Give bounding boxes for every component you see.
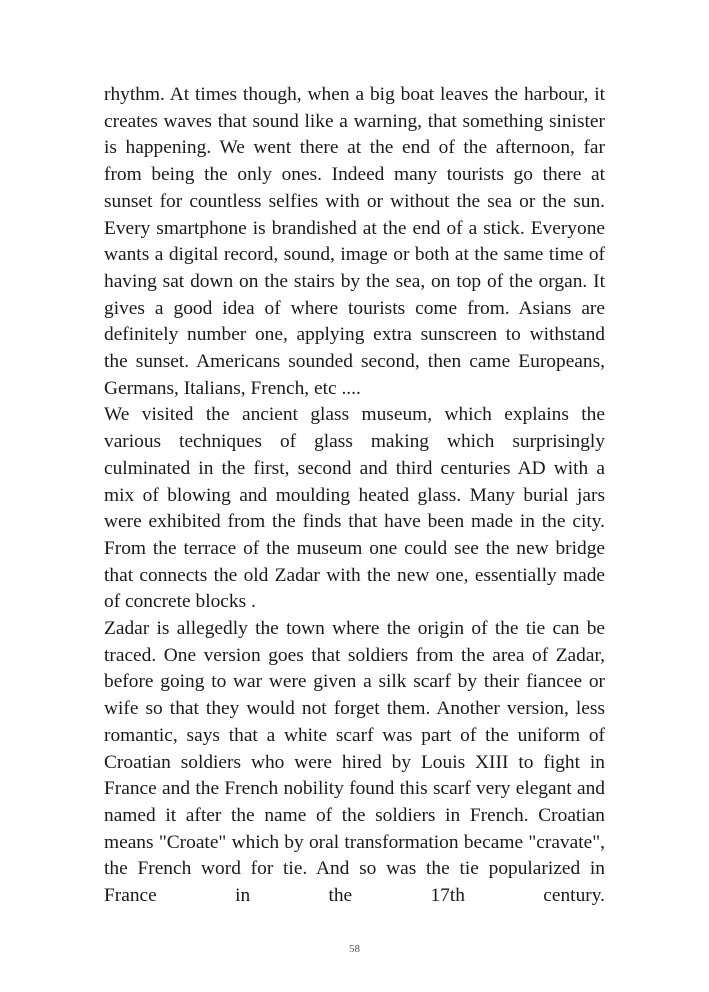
paragraph-sea-organ: rhythm. At times though, when a big boat leaves the harbour, it creates waves that sound like a warning, that something sinister is happening. We went there at the end of the afternoon, far from being the only ones. Indeed many tourists go there at sunset for countless selfies with or without the sea or the sun. Every smartphone is brandished at the end of a stick. Everyone wants a digital record, sound, image or both at the same time of having sat down on the stairs by the sea, on top of the organ. It gives a good idea of where tourists come from. Asians are definitely number one, applying extra sunscreen to withstand the sunset. Americans sounded second, then came Europeans, Germans, Italians, French, etc ....	[104, 84, 605, 399]
page-number: 58	[349, 943, 360, 955]
body-text	[104, 82, 605, 910]
paragraph-glass-museum: We visited the ancient glass museum, which explains the various techniques of glass making which surprisingly culminated in the first, second and third centuries AD with a mix of blowing and moulding heated glass. Many burial jars were exhibited from the finds that have been made in the city. From the terrace of the museum one could see the new bridge that connects the old Zadar with the new one, essentially made of concrete blocks .	[104, 404, 605, 613]
paragraph-tie-origin: Zadar is allegedly the town where the origin of the tie can be traced. One version goes that soldiers from the area of Zadar, before going to war were given a silk scarf by their fiancee or wife so that they would not forget them. Another version, less romantic, says that a white scarf was part of the uniform of Croatian soldiers who were hired by Louis XIII to fight in France and the French nobility found this scarf very elegant and named it after the name of the soldiers in French. Croatian means "Croate" which by oral transformation became "cravate", the French word for tie. And so was the tie popularized in France in the 17th century.	[104, 618, 605, 907]
